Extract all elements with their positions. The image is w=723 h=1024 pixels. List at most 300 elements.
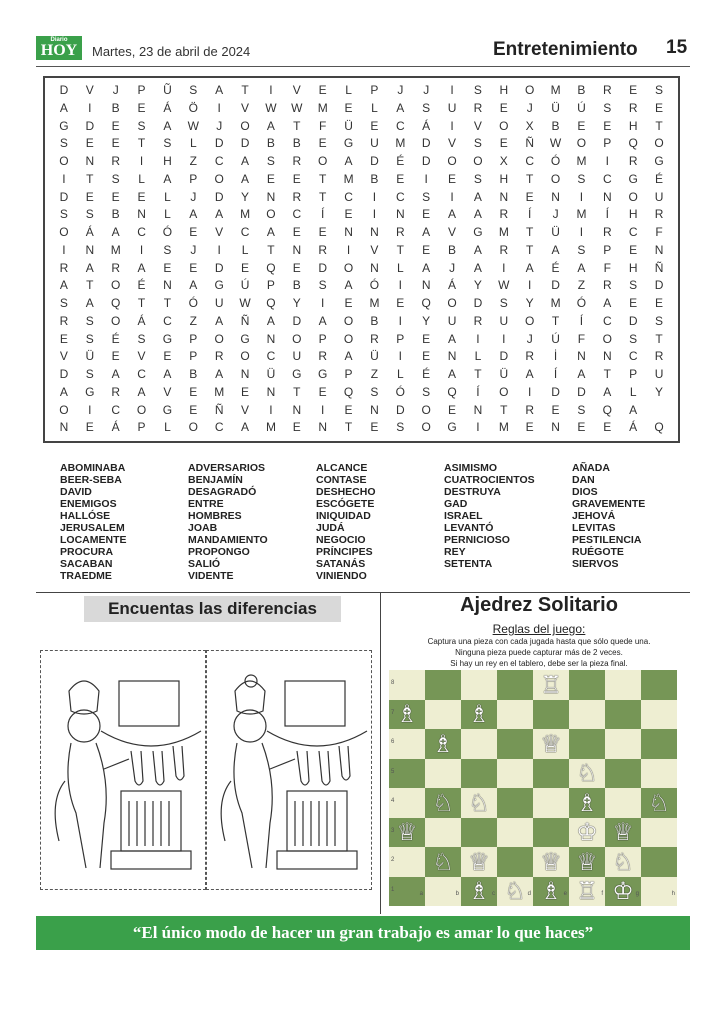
wordsearch-letter: D [59,367,69,381]
chess-square-g6 [605,729,641,759]
wordsearch-letter: G [292,367,302,381]
wordsearch-word: PESTILENCIA [572,534,642,546]
wordsearch-letter: Í [605,207,609,222]
chess-square-a8 [389,670,425,700]
wordsearch-letter: C [214,420,224,435]
wordsearch-letter: D [551,384,560,399]
wordsearch-letter: E [292,420,301,435]
wordsearch-word: DESTRUYA [444,486,501,498]
wordsearch-letter: S [655,313,664,328]
chess-square-c6 [461,729,497,759]
wordsearch-word: ESCÓGETE [316,498,375,510]
chess-square-a3 [389,818,425,848]
wordsearch-letter: J [397,83,404,97]
wordsearch-letter: G [473,225,483,239]
wordsearch-letter: E [189,384,198,399]
chess-square-a2 [389,847,425,877]
wordsearch-letter: N [59,420,69,435]
chess-piece: ♘ [612,847,634,876]
wordsearch-letter: A [85,296,94,310]
wordsearch-letter: M [576,154,587,168]
wordsearch-letter: I [398,349,402,364]
wordsearch-letter: O [111,278,121,293]
wordsearch-letter: Ö [188,100,198,115]
chess-square-b2 [425,847,461,877]
wordsearch-letter: Q [421,296,431,310]
wordsearch-letter: R [370,331,379,346]
wordsearch-letter: G [654,154,664,168]
chess-rank-label: 8 [391,680,395,686]
wordsearch-letter: D [59,83,69,97]
wordsearch-letter: T [526,242,534,257]
wordsearch-letter: U [214,296,224,310]
wordsearch-letter: Á [163,100,172,115]
wordsearch-letter: R [602,278,612,293]
chess-square-h1 [641,877,677,907]
wordsearch-letter: L [189,136,197,151]
wordsearch-letter: S [111,171,120,186]
wordsearch-letter: U [447,100,457,115]
page-number: 15 [666,37,688,58]
wordsearch-letter: L [164,207,171,222]
chess-square-a4 [389,788,425,818]
wordsearch-letter: S [422,384,431,399]
wordsearch-letter: E [370,118,379,133]
wordsearch-letter: C [628,225,638,239]
wordsearch-letter: A [266,225,275,239]
wordsearch-letter: Á [137,313,146,328]
wordsearch-letter: E [422,242,431,257]
column-divider [380,592,381,914]
wordsearch-letter: M [265,420,276,435]
wordsearch-letter: E [422,349,431,364]
chess-square-g7 [605,700,641,730]
wordsearch-letter: V [448,136,457,151]
chess-square-c7 [461,700,497,730]
chess-piece: ♔ [576,818,598,847]
wordsearch-word: PROCURA [60,546,114,558]
wordsearch-letter: E [370,420,379,435]
wordsearch-letter: Ü [370,349,379,364]
wordsearch-letter: A [241,154,250,168]
chess-piece: ♕ [468,847,490,876]
wordsearch-letter: E [292,260,301,275]
wordsearch-letter: Q [111,296,121,310]
wordsearch-letter: E [344,402,353,417]
wordsearch-letter: C [602,171,612,186]
wordsearch-letter: I [528,278,532,293]
wordsearch-letter: G [628,171,638,186]
wordsearch-letter: G [85,384,95,399]
wordsearch-letter: D [628,313,638,328]
wordsearch-letter: G [447,420,457,435]
wordsearch-letter: O [59,402,69,417]
wordsearch-letter: A [85,260,94,275]
wordsearch-word: GRAVEMENTE [572,498,646,510]
wordsearch-letter: E [655,100,664,115]
wordsearch-letter: S [266,154,275,168]
wordsearch-letter: P [370,83,379,97]
wordsearch-letter: G [318,367,328,381]
wordsearch-letter: D [214,260,224,275]
wordsearch-letter: T [474,367,482,381]
wordsearch-letter: E [318,136,327,151]
chess-rank-label: 1 [391,886,395,893]
wordsearch-letter: L [138,171,145,186]
wordsearch-letter: O [447,154,457,168]
wordsearch-letter: O [421,402,431,417]
wordsearch-letter: X [525,118,534,133]
wordsearch-letter: A [59,278,68,293]
wordsearch-letter: H [628,260,638,275]
wordsearch-letter: C [395,189,405,204]
wordsearch-word: ASIMISMO [444,462,498,474]
wordsearch-letter: I [372,189,377,204]
wordsearch-letter: S [422,189,431,204]
chess-square-e7 [533,700,569,730]
wordsearch-letter: S [137,118,146,133]
chess-piece: ♘ [648,788,670,817]
wordsearch-word: AÑADA [572,462,610,474]
wordsearch-letter: E [137,100,146,115]
wordsearch-letter: C [525,154,535,168]
wordsearch-letter: M [317,100,328,115]
wordsearch-letter: C [395,118,405,133]
chess-rule-2: Ninguna pieza puede capturar más de 2 veces. [455,648,623,657]
wordsearch-letter: I [346,242,351,257]
wordsearch-letter: O [447,296,457,310]
wordsearch-letter: N [395,207,405,222]
wordsearch-letter: A [344,278,353,293]
wordsearch-letter: E [422,207,431,222]
wordsearch-letter: R [525,402,535,417]
wordsearch-word: SIERVOS [572,558,619,570]
wordsearch-letter: V [292,83,301,97]
wordsearch-letter: E [629,83,638,97]
wordsearch-letter: T [163,296,172,310]
wordsearch-letter: T [137,136,146,151]
wordsearch-letter: A [215,313,224,328]
chess-piece: ♘ [432,788,454,817]
wordsearch-letter: Ñ [240,313,250,328]
wordsearch-letter: N [499,189,509,204]
wordsearch-letter: B [266,136,275,151]
wordsearch-letter: E [525,189,534,204]
wordsearch-letter: M [214,384,225,399]
wordsearch-word: BEER-SEBA [60,474,122,486]
wordsearch-letter: O [499,118,509,133]
wordsearch-letter: F [655,225,663,239]
wordsearch-letter: A [163,118,172,133]
wordsearch-word: DIOS [572,486,598,498]
wordsearch-letter: E [577,118,586,133]
wordsearch-letter: N [551,420,560,435]
chess-square-e1 [533,877,569,907]
newspaper-logo [36,36,82,60]
wordsearch-letter: Ó [576,296,587,310]
wordsearch-letter: P [266,278,275,293]
wordsearch-letter: Ü [266,367,276,381]
wordsearch-word: CONTASE [316,474,367,486]
wordsearch-letter: O [214,331,224,346]
chess-piece: ♖ [576,877,598,906]
wordsearch-letter: R [473,313,483,328]
wordsearch-letter: A [525,367,534,381]
wordsearch-word-list [60,462,700,582]
wordsearch-letter: Q [628,136,638,151]
wordsearch-letter: E [241,260,250,275]
wordsearch-letter: D [85,118,95,133]
wordsearch-letter: I [528,384,532,399]
chess-square-f4 [569,788,605,818]
wordsearch-letter: Y [655,384,664,399]
wordsearch-letter: W [549,136,562,151]
chess-rank-label: 5 [391,768,395,775]
wordsearch-letter: G [162,331,173,346]
wordsearch-letter: E [629,242,638,257]
wordsearch-letter: S [85,207,94,222]
chess-square-g4 [605,788,641,818]
wordsearch-letter: U [447,313,457,328]
wordsearch-letter: Y [525,296,534,310]
wordsearch-letter: N [344,225,353,239]
wordsearch-letter: P [396,331,405,346]
wordsearch-letter: N [85,154,95,168]
chess-rank-label: 3 [391,827,395,834]
wordsearch-letter: A [241,171,250,186]
wordsearch-letter: Á [448,278,457,293]
wordsearch-letter: I [62,242,66,257]
wordsearch-letter: A [137,260,146,275]
chess-piece: ♗ [468,700,490,729]
wordsearch-letter: Ñ [654,260,664,275]
wordsearch-letter: E [189,402,198,417]
quote-banner: “El único modo de hacer un gran trabajo es amar lo que haces” [36,916,690,950]
wordsearch-letter: T [319,171,327,186]
wordsearch-letter: I [476,331,480,346]
chess-title: Ajedrez Solitario [460,594,618,616]
wordsearch-letter: Z [189,154,197,168]
wordsearch-letter: S [163,242,172,257]
wordsearch-letter: T [344,420,353,435]
wordsearch-letter: D [421,136,431,151]
chess-piece: ♗ [432,729,454,758]
wordsearch-letter: P [318,331,327,346]
wordsearch-letter: S [370,384,379,399]
wordsearch-letter: N [240,367,250,381]
wordsearch-word: ADVERSARIOS [188,462,266,474]
wordsearch-word: JOAB [188,522,218,534]
wordsearch-letter: T [86,278,94,293]
wordsearch-letter: E [137,189,146,204]
wordsearch-letter: A [473,207,482,222]
wordsearch-letter: M [343,171,354,186]
wordsearch-letter: I [450,118,454,133]
wordsearch-letter: A [448,207,457,222]
wordsearch-letter: R [602,225,612,239]
wordsearch-letter: C [266,349,276,364]
wordsearch-letter: A [266,118,275,133]
chess-square-g3 [605,818,641,848]
chess-file-label: g [635,891,639,897]
wordsearch-letter: E [111,136,120,151]
chess-square-h3 [641,818,677,848]
wordsearch-letter: U [499,313,509,328]
wordsearch-letter: C [292,207,302,222]
wordsearch-letter: L [371,100,378,115]
chess-square-d1 [497,877,533,907]
wordsearch-letter: D [370,154,379,168]
wordsearch-letter: D [499,349,509,364]
issue-date: Martes, 23 de abril de 2024 [92,44,251,59]
wordsearch-letter: M [550,296,561,310]
wordsearch-grid [43,76,680,443]
wordsearch-word: SALIÓ [188,558,221,570]
wordsearch-letter: V [85,83,94,97]
chess-square-f5 [569,759,605,789]
wordsearch-word: CUATROCIENTOS [444,474,535,486]
wordsearch-letter: R [654,207,664,222]
wordsearch-letter: I [476,420,480,435]
wordsearch-letter: R [395,225,405,239]
wordsearch-letter: A [163,171,172,186]
wordsearch-letter: J [423,83,430,97]
wordsearch-letter: C [602,313,612,328]
wordsearch-letter: S [318,278,327,293]
wordsearch-letter: B [370,171,379,186]
wordsearch-letter: R [628,100,638,115]
wordsearch-letter: O [343,260,354,275]
wordsearch-letter: R [602,83,612,97]
wordsearch-letter: N [266,384,276,399]
wordsearch-letter: D [214,189,224,204]
wordsearch-letter: Á [85,225,94,239]
wordsearch-letter: R [111,384,121,399]
wordsearch-letter: T [137,296,146,310]
wordsearch-word: DESHECHO [316,486,376,498]
chess-square-g2 [605,847,641,877]
logo-main-text: HOY [40,42,78,59]
wordsearch-letter: G [59,118,69,133]
wordsearch-letter: A [344,349,353,364]
wordsearch-letter: A [396,100,405,115]
wordsearch-letter: E [655,296,664,310]
wordsearch-letter: R [654,349,664,364]
wordsearch-letter: E [111,189,120,204]
chess-rules-title: Reglas del juego: [492,622,586,636]
wordsearch-word: JERUSALEM [60,522,125,534]
wordsearch-letter: C [344,189,353,204]
wordsearch-letter: I [62,171,66,186]
chess-square-a1 [389,877,425,907]
wordsearch-letter: A [215,83,224,97]
chess-square-g5 [605,759,641,789]
wordsearch-letter: Ó [550,154,561,168]
difference-picture-right [206,650,372,890]
wordsearch-letter: C [240,225,250,239]
wordsearch-letter: O [525,313,535,328]
wordsearch-letter: E [292,171,301,186]
chess-square-b5 [425,759,461,789]
wordsearch-letter: S [577,171,586,186]
wordsearch-letter: S [473,136,482,151]
wordsearch-letter: B [577,83,586,97]
wordsearch-letter: É [137,278,146,293]
wordsearch-letter: E [59,331,68,346]
wordsearch-letter: O [111,313,121,328]
wordsearch-letter: I [321,402,325,417]
wordsearch-letter: A [215,367,224,381]
wordsearch-letter: É [111,331,120,346]
wordsearch-letter: M [498,420,509,435]
wordsearch-letter: U [654,189,664,204]
wordsearch-letter: N [266,189,276,204]
wordsearch-word: MANDAMIENTO [188,534,268,546]
wordsearch-letter: Ó [162,225,173,239]
chess-rule-1: Captura una pieza con cada jugada hasta que sólo quede una. [427,637,651,646]
wordsearch-letter: C [137,367,146,381]
chess-square-c5 [461,759,497,789]
wordsearch-letter: Z [189,313,197,328]
chess-square-b1 [425,877,461,907]
wordsearch-letter: S [577,242,586,257]
wordsearch-letter: V [473,118,482,133]
wordsearch-letter: N [163,278,172,293]
wordsearch-letter: E [292,225,301,239]
wordsearch-letter: D [395,402,405,417]
wordsearch-letter: S [396,420,405,435]
wordsearch-letter: D [59,189,69,204]
wordsearch-letter: A [59,100,68,115]
wordsearch-letter: G [162,402,173,417]
wordsearch-letter: T [241,83,249,97]
wordsearch-letter: A [603,384,612,399]
chess-piece: ♘ [468,788,490,817]
wordsearch-letter: O [318,154,328,168]
wordsearch-letter: R [318,242,328,257]
chess-square-d5 [497,759,533,789]
wordsearch-letter: S [473,171,482,186]
wordsearch-letter: I [450,189,454,204]
section-title: Entretenimiento [493,39,638,60]
wordsearch-letter: J [112,83,119,97]
chess-square-e8 [533,670,569,700]
wordsearch-word: LEVANTÓ [444,522,494,534]
wordsearch-letter: B [448,242,457,257]
wordsearch-letter: A [422,260,431,275]
wordsearch-letter: H [163,154,172,168]
wordsearch-letter: M [240,207,251,222]
wordsearch-letter: P [189,171,198,186]
wordsearch-letter: A [111,367,120,381]
wordsearch-letter: C [111,402,121,417]
wordsearch-letter: S [473,83,482,97]
chess-square-h2 [641,847,677,877]
wordsearch-letter: L [345,83,352,97]
wordsearch-word: SACABAN [60,558,113,570]
wordsearch-letter: V [241,402,250,417]
wordsearch-letter: O [240,349,250,364]
wordsearch-letter: O [343,313,354,328]
wordsearch-letter: I [139,242,144,257]
wordsearch-letter: A [59,384,68,399]
wordsearch-letter: O [266,207,276,222]
wordsearch-letter: G [240,331,250,346]
chess-square-d7 [497,700,533,730]
wordsearch-letter: S [499,296,508,310]
wordsearch-letter: V [163,384,172,399]
wordsearch-letter: E [111,118,120,133]
